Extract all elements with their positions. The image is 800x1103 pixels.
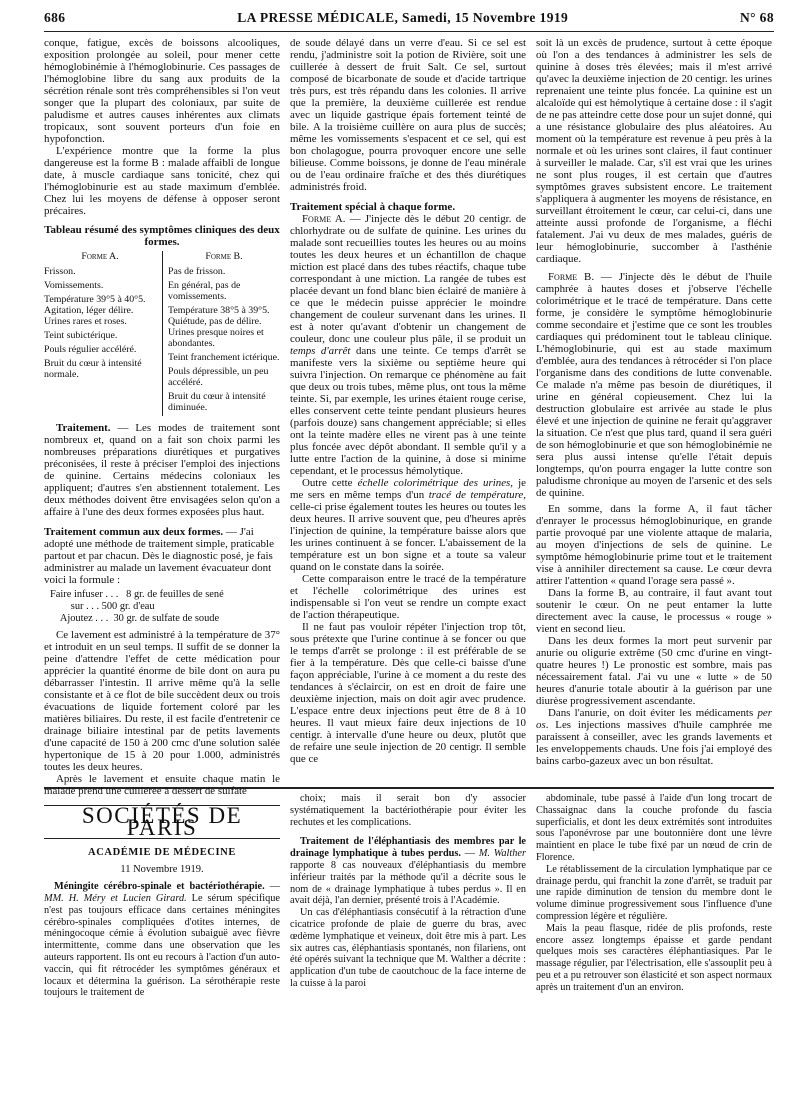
- article-body: [44, 37, 774, 797]
- section-heading: Traitement commun aux deux formes.: [44, 526, 224, 538]
- section-lead: Traitement.: [56, 422, 111, 434]
- page-header: [44, 10, 774, 32]
- item-title: Méningite cérébro-spinale et bactériothérapie.: [54, 881, 265, 893]
- meeting-date: 11 Novembre 1919.: [120, 864, 204, 876]
- journal-title: LA PRESSE MÉDICALE, Samedi, 15 Novembre 1919: [237, 10, 569, 25]
- paragraph: — J'injecte dès le début de l'huile camphrée à hautes doses et j'observe l'échelle colorimétrique et le tracé de température. Dans cette forme, je considère le symptôme hémoglobinurie comme secondaire et j'estime que ce sont les troubles cardiaques qui prédominent tout le tableau clinique. L'hémoglobinurie, qui est au stade maximum d'emblée, aura des tendances à rétrocéder si l'on place l'organisme dans des conditions de lutte convenable. Ce malade n'a même pas besoin de diurétiques, il urine en général copieusement. Chez lui la destruction globulaire est arrivée au stade le plus élevé et une injection de quinine ne ferait qu'aggraver la situation. Ce n'est que plus tard, quand il sera guéri de son hémoglobinurie et que son hémoglobinémie ne sera plus aussi intense qu'elle l'était depuis longtemps, qu'on pourra engager la lutte contre son paludisme chronique au moyen de l'arsenic et des sels de quinine.: [536, 271, 772, 499]
- table-cell: En général, pas de vomissements.: [168, 280, 241, 302]
- paragraph: Dans les deux formes la mort peut survenir par anurie ou oligurie extrême (50 cmc d'urine en vingt-quatre heures !) Le pronostic est sombre, mais pas nécessairement fatal. J'ai vu une « lutte » de 50 heures d'anurie totale aboutir à la guérison par une diurèse progressivement ascendante.: [536, 635, 772, 707]
- paragraph: Un cas d'éléphantiasis consécutif à la rétraction d'une cicatrice profonde de plaie de guerre du bras, avec œdème lymphatique et veineux, doit être mis à part. Les six autres cas, éléphantiasis spontanés, non filariens, ont été opérés suivant la technique que M. Walther a décrite : application d'un tube de caoutchouc de la face interne de la cuisse à la paroi: [290, 907, 527, 989]
- paragraph: de soude délayé dans un verre d'eau. Si ce sel est rendu, j'administre soit la potion de Rivière, soit une cuillerée à dessert de fruit Salt. Ce sel, surtout composé de bicarbonate de soude et d'acide tartrique très purs, est très répandu dans les colonies. Il arrive que la première, la deuxième cuillerée est rendue avec un liquide gastrique épais fortement teinté de bile. A la troisième cuillère on aura plus de succès; même les vomissements s'espacent et ce sel, qui est bon cholagogue, pourra provoquer encore une selle bilieuse. Comme boissons, je donne de l'eau minérale ou de l'eau ordinaire fraîche et des thés diurétiques administrés froid.: [290, 37, 526, 193]
- table-cell: Teint subictérique.: [44, 330, 118, 341]
- paragraph: Il ne faut pas vouloir répéter l'injection trop tôt, sous prétexte que l'urine continue à se foncer ou que le temps d'arrêt se prolonge : il est préférable de se fier à la température. Dès que celle-ci baisse d'une façon appréciable, l'urine à ce moment a du reste des tendances à s'éclaircir, on est en droit de faire une deuxième injection, mais on doit agir avec prudence. L'espace entre deux injections peut être de 8 à 10 heures. Il vaut mieux faire deux injections de 10 centigr. à intervalle d'une heure ou deux, plutôt que de refaire une seule injection de 20 centigr. Il semble que ce: [290, 621, 526, 765]
- societies-section: [44, 793, 774, 1103]
- paragraph: soit là un excès de prudence, surtout à cette époque où l'on a des tendances à administrer les sels de quinine à doses très élevées; mais il m'est arrivé qu'avec la deuxième injection de 20 centigr. les urines reprenaient une teinte plus foncée. La quinine est un alcaloïde qui est hémolytique à certaine dose : il s'agit de ne pas atteindre cette dose pour un sujet donné, qui a une résistance globulaire des plus aléatoires. Au moment où la température est revenue à peu près à la normale et où les urines sont claires, il faut continuer à surveiller le malade. Car, s'il est vrai que les urines ne sont plus rouges, il est certain que d'autres symptômes graves subsistent encore. Le traitement s'appliquera à augmenter les moyens de résistance, en surveillant étroitement le cœur, car celui-ci, dans une atteinte aussi profonde de l'organisme, a fléchi fatalement. J'ai vu deux de mes malades, guéris de leur hémoglobinurie, succomber à l'asthénie cardiaque.: [536, 37, 772, 265]
- paragraph: Ce lavement est administré à la température de 37° et introduit en un seul temps. Il suffit de se donner la peine d'attendre l'effet de cette médication pour apprécier la quantité énorme de bile dont on aura pu débarrasser l'intestin. Il arrive même qu'à la selle consistante et à ce flot de bile succèdent deux ou trois évacuations de liquide fortement coloré par les matières biliaires. Du reste, il est facile d'entretenir ce drainage biliaire intestinal par de petits lavements d'une capacité de 150 à 200 cmc d'une solution salée hypertonique de 15 à 20 pour 1.000, administrés toutes les deux heures.: [44, 629, 280, 773]
- paragraph: — J'injecte dès le début 20 centigr. de chlorhydrate ou de sulfate de quinine. Les urines du malade sont recueillies toutes les heures ou au moins toutes les deux heures et un échantillon de chaque miction est placé dans des tubes réactifs, chaque tube correspondant à une miction. La rangée de tubes est placée devant un fond blanc bien éclairé de manière à ce que le médecin puisse apprécier le moindre changement de couleur survenant dans les urines. Il est à noter qu'avant d'obtenir un changement de couleur, donc une couleur plus pâle, il se produit un: [290, 213, 526, 345]
- recipe-formula: [50, 589, 280, 625]
- table-cell: Vomissements.: [44, 280, 104, 291]
- paragraph: Dans l'anurie, on doit éviter les médicaments: [548, 707, 758, 719]
- paragraph: conque, fatigue, excès de boissons alcooliques, exposition prolongée au soleil, pour mener cette hémoglobinémie à l'hémoglobinurie. Ces passages de l'hémoglobine libre du sang aux produits de la sécrétion rénale sont très compréhensibles si l'on veut songer que la plupart des coloniaux, par suite de paludisme et autres causes inhérentes aux climats tropicaux, sont souvent porteurs d'un foie en hypofonction.: [44, 37, 280, 145]
- academy-heading: ACADÉMIE DE MÉDECINE: [88, 846, 236, 858]
- paragraph: , je me sers en même temps d'un: [290, 477, 527, 501]
- paragraph: rapporte 8 cas nouveaux d'éléphantiasis du membre inférieur traités par la méthode qu'il a décrite sous le nom de « drainage lymphatique à tubes perdus ». Il en avait déjà, l'an dernier, présenté trois à l'Académie.: [290, 859, 526, 907]
- table-cell: Température 38°5 à 39°5. Quiétude, pas de délire. Urines presque noires et abondantes.: [168, 305, 270, 349]
- table-cell: Frisson.: [44, 266, 76, 277]
- paragraph: dans une teinte. Ce temps d'arrêt se manifeste vers la sixième ou septième heure qui suivra l'injection. On remarque ce phénomène au fait que deux ou trois tubes, même plus, ont tous la même teinte. Si, par exemple, les urines étaient rouge cerise, elles conservent cette teinte pendant plusieurs heures (parfois douze) sans changement appréciable; si elles ont la teinte madère elles ne virent pas à une teinte plus foncée avec dépôt abondant. Il semble qu'il y a lutte entre l'action de la quinine, à dose si minime cependant, et le processus hémolytique.: [290, 345, 526, 477]
- paragraph: , celle-ci prise également toutes les heures ou toutes les deux heures. Il arrive souvent que, peu d'heures après l'injection de quinine, la température baisse alors que les urines continuent à se foncer. L'abaissement de la température est un bon signe et a toute sa valeur quand on le constate dans la soirée.: [290, 489, 527, 573]
- forme-a-label: Forme A.: [302, 213, 346, 225]
- table-cell: Pouls dépressible, un peu accéléré.: [168, 366, 269, 388]
- recipe-line: Faire infuser . . . 8 gr. de feuilles de sené: [50, 589, 224, 600]
- issue-number: N° 68: [739, 10, 774, 25]
- paragraph: choix; mais il serait bon d'y associer systématiquement la bactériothérapie pour éviter les rechutes et les complications.: [290, 793, 526, 828]
- paragraph: . Les injections massives d'huile camphrée me paraissent à conseiller, avec les grands lavements et les enveloppements chauds. Une fois j'ai employé des bains carbo-gazeux avec un bon résultat.: [536, 719, 772, 767]
- paragraph: — Les modes de traitement sont nombreux et, quand on a fait son choix parmi les nombreuses préparations diurétiques et purgatives préconisées, il reste à préciser l'emploi des injections de quinine. Certains médecins coloniaux les appliquent; d'autres s'en abstiennent totalement. Les deux méthodes doivent être envisagées selon qu'on a affaire à l'une des deux formes exposées plus haut.: [44, 422, 280, 518]
- table-cell: Pas de frisson.: [168, 266, 226, 277]
- table-header: Forme A.: [81, 251, 119, 262]
- page-number: 686: [44, 10, 66, 25]
- item-title: Traitement de l'éléphantiasis des membres par le drainage lymphatique à tubes perdus.: [290, 836, 526, 860]
- recipe-line: sur . . . 500 gr. d'eau: [50, 601, 155, 612]
- paragraph: Mais la peau flasque, ridée de plis profonds, reste encore assez longtemps épaisse et garde pendant quelques mois ses caractères éléphantiasiques. Par le massage régulier, par l'électrisation, elle s'assouplit peu à peu et a pu retrouver son élasticité et son aspect normaux après un traitement d'un an environ.: [536, 922, 772, 993]
- table-cell: Teint franchement ictérique.: [168, 352, 280, 363]
- societies-column-1: SOCIÉTÉS DE PARIS ACADÉMIE DE MÉDECINE 11 Novembre 1919. Méningite cérébro-spinale et bactériothérapie. — MM. H. Méry et Lucien Girard. Le sérum spécifique n'est pas toujours efficace dans certaines méningites cérébro-spinales compliquées d'otites internes, de méningocoque cémie à évolution subaiguë avec fièvre intermittente, comme dans une observation que les auteurs rapportent. Ils ont eu recours à l'action d'un auto-vaccin, qui fit rétrocéder les symptômes généraux et locaux et détermina la guérison. La sérothérapie reste toujours le traitement de: [44, 803, 281, 999]
- item-authors: MM. H. Méry et Lucien Girard.: [44, 892, 187, 904]
- societies-column-3: [536, 793, 772, 1103]
- paragraph: Le rétablissement de la circulation lymphatique par ce drainage perdu, qui franchit la zone d'arrêt, se traduit par une rapide diminution de tension du membre dont le volume diminue progressivement sous l'influence d'une compression légère et régulière.: [536, 863, 772, 922]
- forme-b-label: Forme B.: [548, 271, 595, 283]
- italic-term: échelle colorimétrique des urines: [357, 477, 511, 489]
- table-cell: Pouls régulier accéléré.: [44, 344, 137, 355]
- table-cell: Bruit du cœur à intensité normale.: [44, 358, 142, 380]
- section-heading: Traitement spécial à chaque forme.: [290, 201, 456, 213]
- paragraph: Cette comparaison entre le tracé de la température et l'échelle colorimétrique des urines est indispensable si l'on veut se rendre un compte exact de l'action thérapeutique.: [290, 573, 526, 621]
- table-cell: Bruit du cœur à intensité diminuée.: [168, 391, 266, 413]
- table-column-forme-b: [162, 251, 280, 416]
- italic-term: tracé de température: [428, 489, 524, 501]
- paragraph: Dans la forme B, au contraire, il faut avant tout soutenir le cœur. On ne peut entamer la lutte directement avec la cause, le processus « rouge » vient en second lieu.: [536, 587, 772, 635]
- table-column-forme-a: [44, 251, 156, 416]
- paragraph: L'expérience montre que la forme la plus dangereuse est la forme B : malade affaibli de longue date, à muscle cardiaque sans tonicité, chez qui l'hémoglobinurie est au stade maximum d'emblée. Chez lui les moyens de défense à opposer seront précaires.: [44, 145, 280, 217]
- paragraph: — J'ai adopté une méthode de traitement simple, praticable partout et par chacun. Dès le diagnostic posé, je fais administrer au malade un lavement évacuateur dont voici la formule :: [44, 526, 274, 586]
- societies-masthead: SOCIÉTÉS DE PARIS: [44, 805, 280, 839]
- table-title: Tableau résumé des symptômes cliniques des deux formes.: [44, 224, 280, 248]
- italic-term: temps d'arrêt: [290, 345, 351, 357]
- table-header: Forme B.: [205, 251, 243, 262]
- societies-column-2: choix; mais il serait bon d'y associer systématiquement la bactériothérapie pour éviter les rechutes et les complications. Traitement de l'éléphantiasis des membres par le drainage lymphatique à tubes perdus. — M. Walther rapporte 8 cas nouveaux d'éléphantiasis du membre inférieur traités par la méthode qu'il a décrite sous le nom de « drainage lymphatique à tubes perdus ». Il en avait déjà, l'an dernier, présenté trois à l'Académie. Un cas d'éléphantiasis consécutif à la rétraction d'une cicatrice profonde de plaie de guerre du bras, avec œdème lymphatique et veineux, doit être mis à part. Les six autres cas, éléphantiasis spontanés, non filariens, ont été opérés suivant la technique que M. Walther a décrite : application d'un tube de caoutchouc de la face interne de la cuisse à la paroi: [290, 793, 527, 989]
- column-1: [44, 37, 280, 797]
- item-authors: M. Walther: [478, 848, 526, 860]
- recipe-line: Ajoutez . . . 30 gr. de sulfate de soude: [50, 613, 220, 624]
- paragraph: En somme, dans la forme A, il faut tâcher d'enrayer le processus hémoglobinurique, en grande partie provoqué par une violente attaque de malaria, au moyen d'injections de sels de quinine. Le symptôme hémoglobinurie prime tout et le traitement vise à annihiler directement sa cause. Le cœur devra attirer l'attention « quand l'orage sera passé ».: [536, 503, 772, 587]
- column-3: [536, 37, 772, 779]
- italic-term: per os: [536, 707, 772, 731]
- paragraph: Après le lavement et ensuite chaque matin le malade prend une cuillerée à dessert de sulfate: [44, 773, 280, 797]
- table-cell: Température 39°5 à 40°5. Agitation, léger délire. Urines rares et roses.: [44, 294, 146, 327]
- symptom-table: [44, 251, 280, 416]
- paragraph: Le sérum spécifique n'est pas toujours efficace dans certaines méningites cérébro-spinales compliquées d'otites internes, de méningocoque cémie à évolution subaiguë avec fièvre intermittente, comme dans une observation que les auteurs rapportent. Ils ont eu recours à l'action d'un auto-vaccin, qui fit rétrocéder les symptômes généraux et locaux et détermina la guérison. La sérothérapie reste toujours le traitement de: [44, 892, 281, 999]
- paragraph: abdominale, tube passé à l'aide d'un long trocart de Chassaignac dans la couche profonde du fascia superficialis, et dont les deux extrémités sont introduites sous l'aponévrose par une boutonnière dont une lèvre maintient en place le tube fixé par un nœud de crin de Florence.: [536, 793, 772, 863]
- paragraph: Outre cette: [302, 477, 358, 489]
- column-2: [290, 37, 526, 779]
